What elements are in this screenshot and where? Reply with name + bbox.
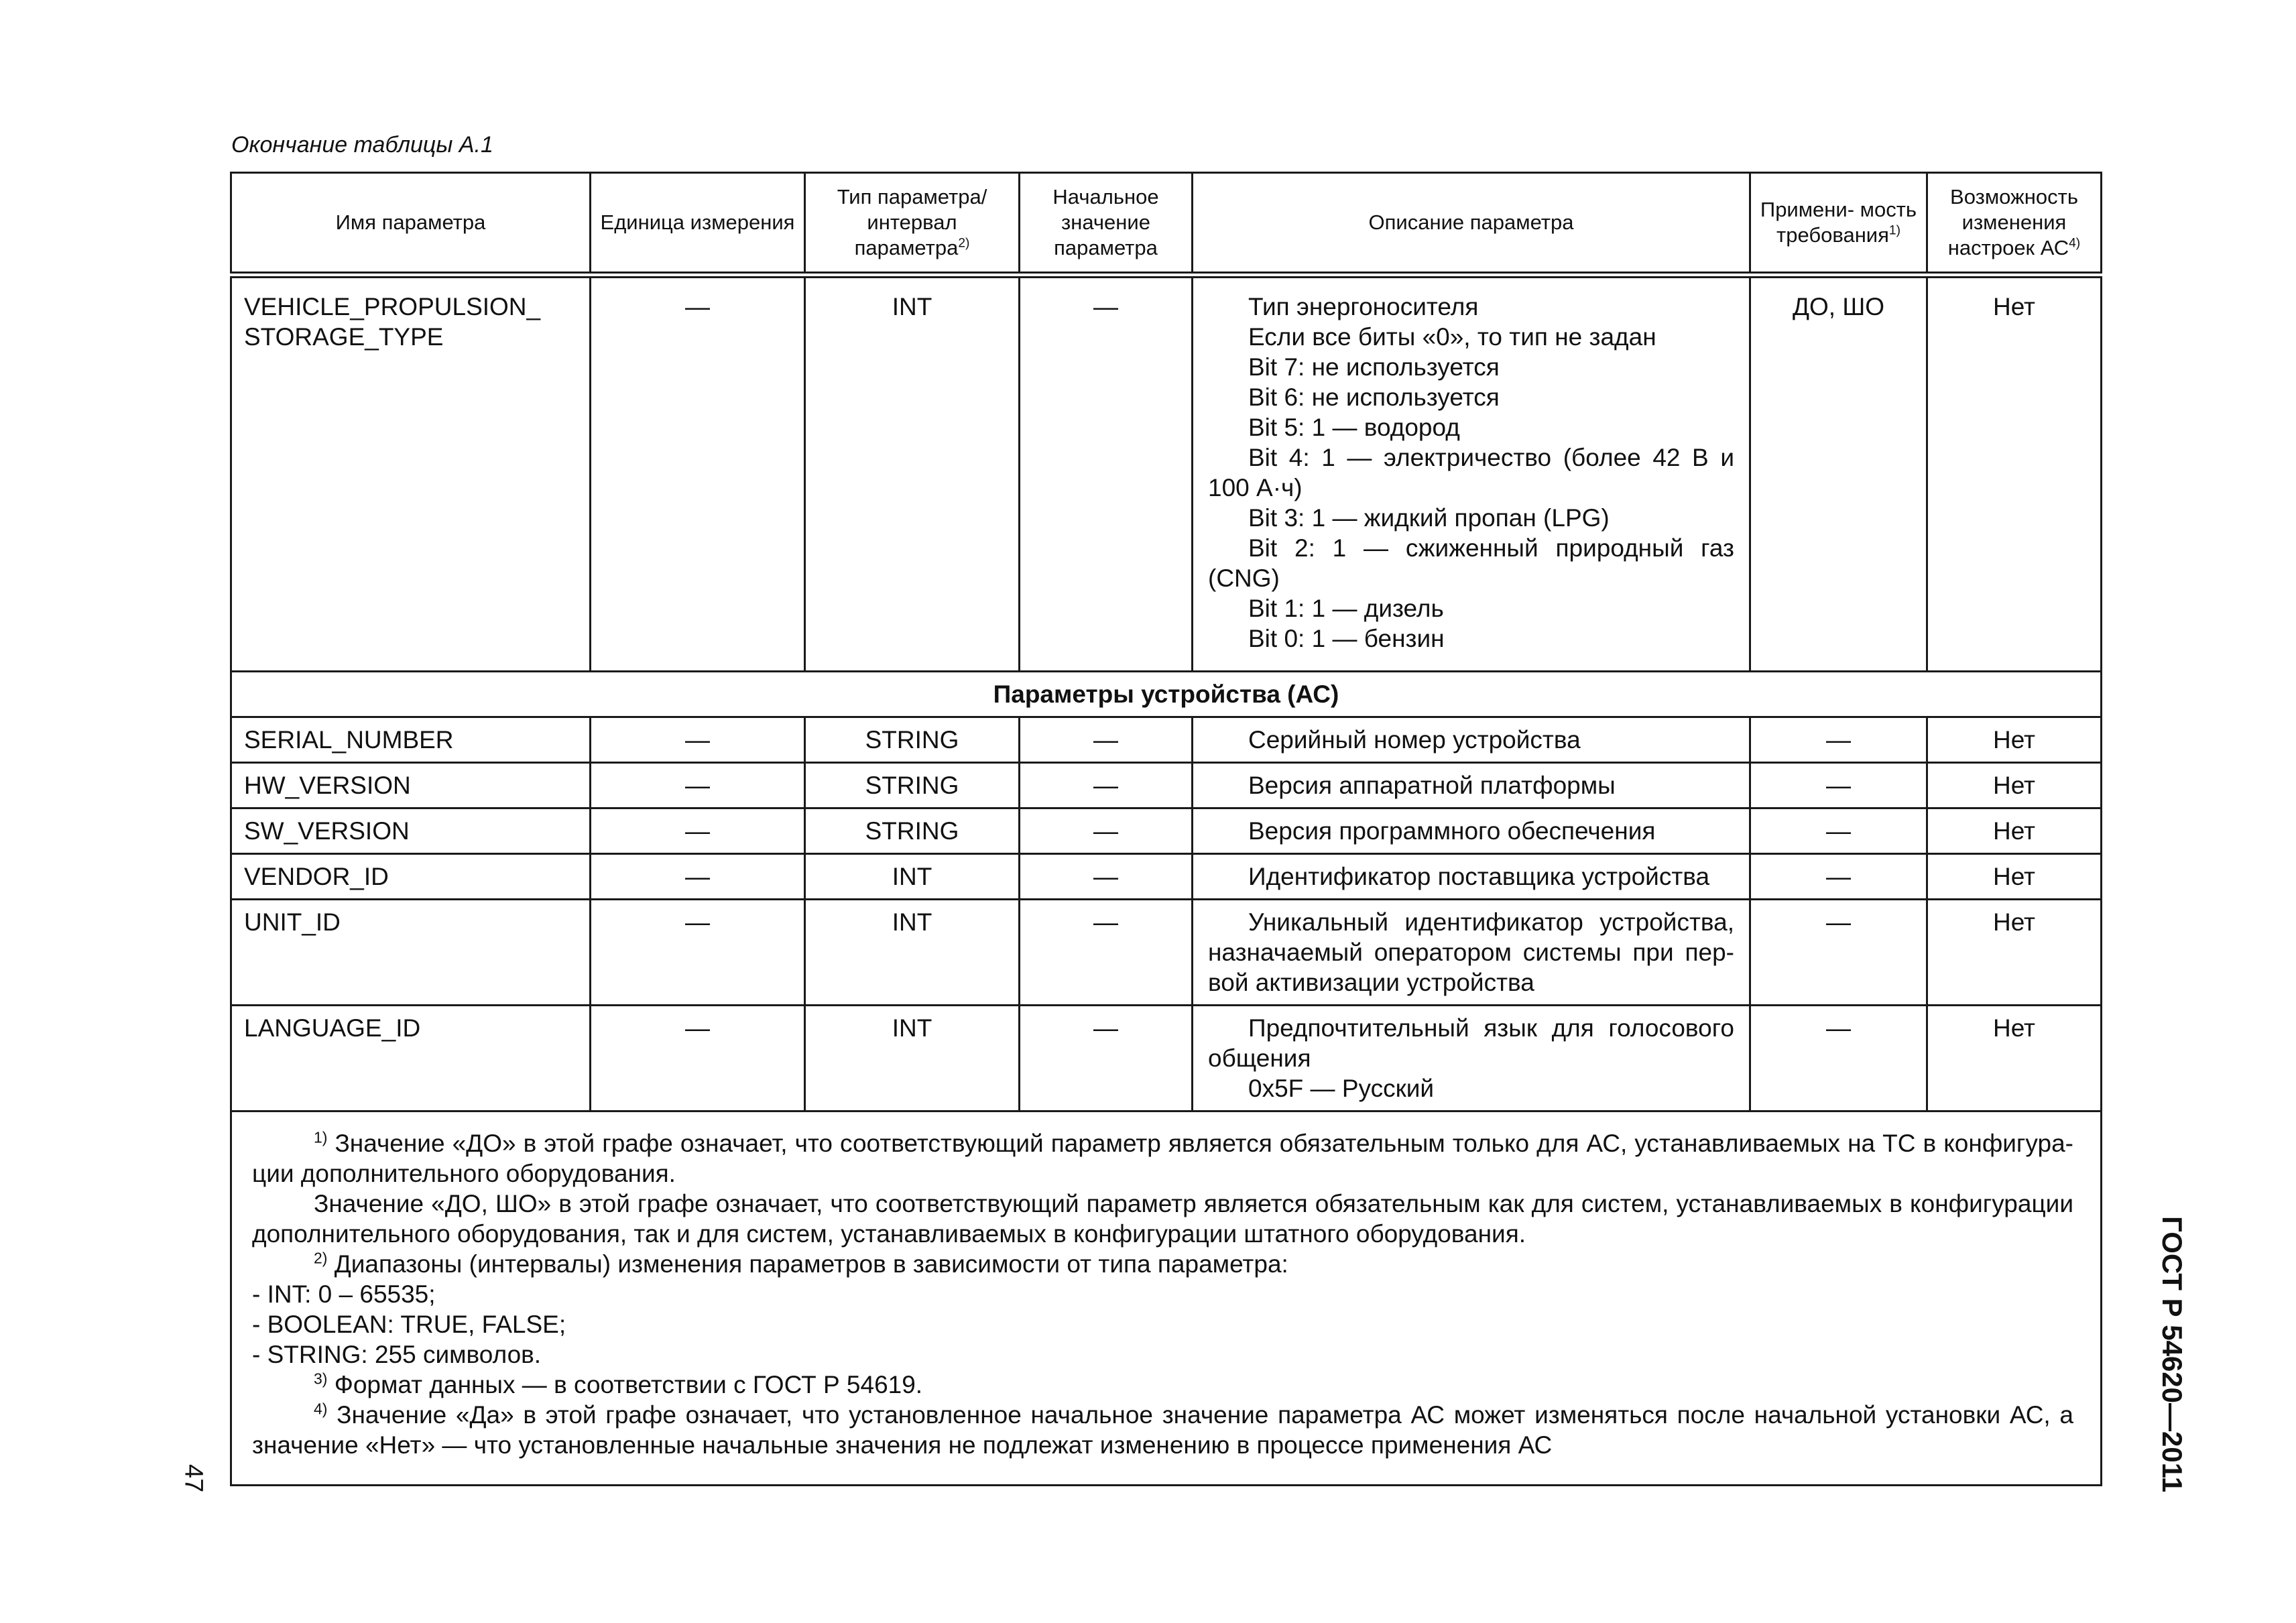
param-applicability: ДО, ШО: [1750, 275, 1927, 672]
table-caption: Окончание таблицы А.1: [231, 132, 493, 158]
page-number: 47: [179, 1463, 208, 1493]
param-changeable: Нет: [1927, 717, 2102, 763]
param-changeable: Нет: [1927, 900, 2102, 1006]
param-changeable: Нет: [1927, 1006, 2102, 1111]
param-applicability: —: [1750, 1006, 1927, 1111]
param-unit: —: [591, 275, 805, 672]
param-name: UNIT_ID: [231, 900, 591, 1006]
table-row: [231, 763, 2102, 808]
param-description: Версия аппаратной платформы: [1193, 763, 1750, 808]
notes-row: [231, 1111, 2102, 1486]
param-unit: —: [591, 808, 805, 854]
param-initial: —: [1020, 808, 1193, 854]
footnote-2-item: - INT: 0 – 65535;: [252, 1280, 436, 1308]
param-unit: —: [591, 1006, 805, 1111]
footnotes: [231, 1111, 2102, 1486]
footnote-2-item: - STRING: 255 символов.: [252, 1341, 542, 1368]
table-row: [231, 900, 2102, 1006]
footnote-2: $^{2)}$ Диапазоны (интервалы) изменения параметров в зависимости от типа параметра:: [314, 1249, 1288, 1278]
table-row: [231, 808, 2102, 854]
table-row: [231, 275, 2102, 672]
param-applicability: —: [1750, 854, 1927, 900]
param-type: INT: [805, 854, 1020, 900]
param-changeable: Нет: [1927, 854, 2102, 900]
param-applicability: —: [1750, 763, 1927, 808]
param-description: Версия программного обеспечения: [1193, 808, 1750, 854]
param-type: INT: [805, 1006, 1020, 1111]
header-initial: Начальное значение параметра: [1020, 173, 1193, 275]
param-initial: —: [1020, 763, 1193, 808]
param-name: VEHICLE_PROPULSION_ STORAGE_TYPE: [231, 275, 591, 672]
param-name: VENDOR_ID: [231, 854, 591, 900]
param-unit: —: [591, 900, 805, 1006]
param-name: SERIAL_NUMBER: [231, 717, 591, 763]
table-row: [231, 1006, 2102, 1111]
header-type: Тип параметра/ интервал параметра$^{2)}$: [805, 173, 1020, 275]
footnote-1: $^{1)}$ Значение «ДО» в этой графе означает, что соответствующий параметр является обязательным только для АС, устанавливаемых на ТС в конфигура- ции дополнительного оборудования.: [252, 1128, 2073, 1187]
param-description: Уникальный идентификатор устройства, назначаемый оператором системы при пер- вой активизации устройства: [1193, 900, 1750, 1006]
param-name: LANGUAGE_ID: [231, 1006, 591, 1111]
param-applicability: —: [1750, 900, 1927, 1006]
param-unit: —: [591, 763, 805, 808]
section-row: [231, 672, 2102, 717]
param-name: HW_VERSION: [231, 763, 591, 808]
param-type: INT: [805, 900, 1020, 1006]
table-row: [231, 717, 2102, 763]
param-unit: —: [591, 717, 805, 763]
param-description: Предпочтительный язык для голосового общения 0x5F — Русский: [1193, 1006, 1750, 1111]
header-description: Описание параметра: [1193, 173, 1750, 275]
table-header-row: [231, 173, 2102, 275]
param-initial: —: [1020, 1006, 1193, 1111]
footnote-1b: Значение «ДО, ШО» в этой графе означает, что соответствующий параметр является обязательным как для систем, устанавливаемых в конфигурации дополнительного оборудования, так и для систем, устанавливаемых в конфигурации штатного оборудования.: [252, 1190, 2073, 1248]
param-type: STRING: [805, 808, 1020, 854]
footnote-2-item: - BOOLEAN: TRUE, FALSE;: [252, 1311, 566, 1338]
param-changeable: Нет: [1927, 808, 2102, 854]
param-name: SW_VERSION: [231, 808, 591, 854]
param-description: Серийный номер устройства: [1193, 717, 1750, 763]
section-title: Параметры устройства (АС): [231, 672, 2102, 717]
param-initial: —: [1020, 900, 1193, 1006]
param-description: Идентификатор поставщика устройства: [1193, 854, 1750, 900]
header-changeable: Возможность изменения настроек АС$^{4)}$: [1927, 173, 2102, 275]
param-description: Тип энергоносителя Если все биты «0», то тип не задан Bit 7: не используется Bit 6: не используется Bit 5: 1 — водород Bit 4: 1 — электричество (более 42 В и 100 А·ч) Bit 3: 1 — жидкий пропан (LPG) Bit 2: 1 — сжиженный природный газ (CNG) Bit 1: 1 — дизель Bit 0: 1 — бензин: [1193, 275, 1750, 672]
parameters-table: [230, 172, 2102, 1486]
param-applicability: —: [1750, 717, 1927, 763]
param-type: INT: [805, 275, 1020, 672]
param-applicability: —: [1750, 808, 1927, 854]
param-type: STRING: [805, 717, 1020, 763]
param-initial: —: [1020, 854, 1193, 900]
param-changeable: Нет: [1927, 275, 2102, 672]
table-row: [231, 854, 2102, 900]
footnote-4: $^{4)}$ Значение «Да» в этой графе означает, что установленное начальное значение параметра АС может изменяться после начальной установки АС, а значение «Нет» — что установленные начальные значения не подлежат изменению в процессе применения АС: [252, 1400, 2073, 1459]
header-name: Имя параметра: [231, 173, 591, 275]
param-initial: —: [1020, 717, 1193, 763]
param-initial: —: [1020, 275, 1193, 672]
param-changeable: Нет: [1927, 763, 2102, 808]
header-applicability: Примени- мость требования$^{1)}$: [1750, 173, 1927, 275]
standard-designation: ГОСТ Р 54620—2011: [2157, 1215, 2188, 1493]
footnote-3: $^{3)}$ Формат данных — в соответствии с ГОСТ Р 54619.: [314, 1370, 923, 1398]
header-unit: Единица измерения: [591, 173, 805, 275]
param-type: STRING: [805, 763, 1020, 808]
param-unit: —: [591, 854, 805, 900]
